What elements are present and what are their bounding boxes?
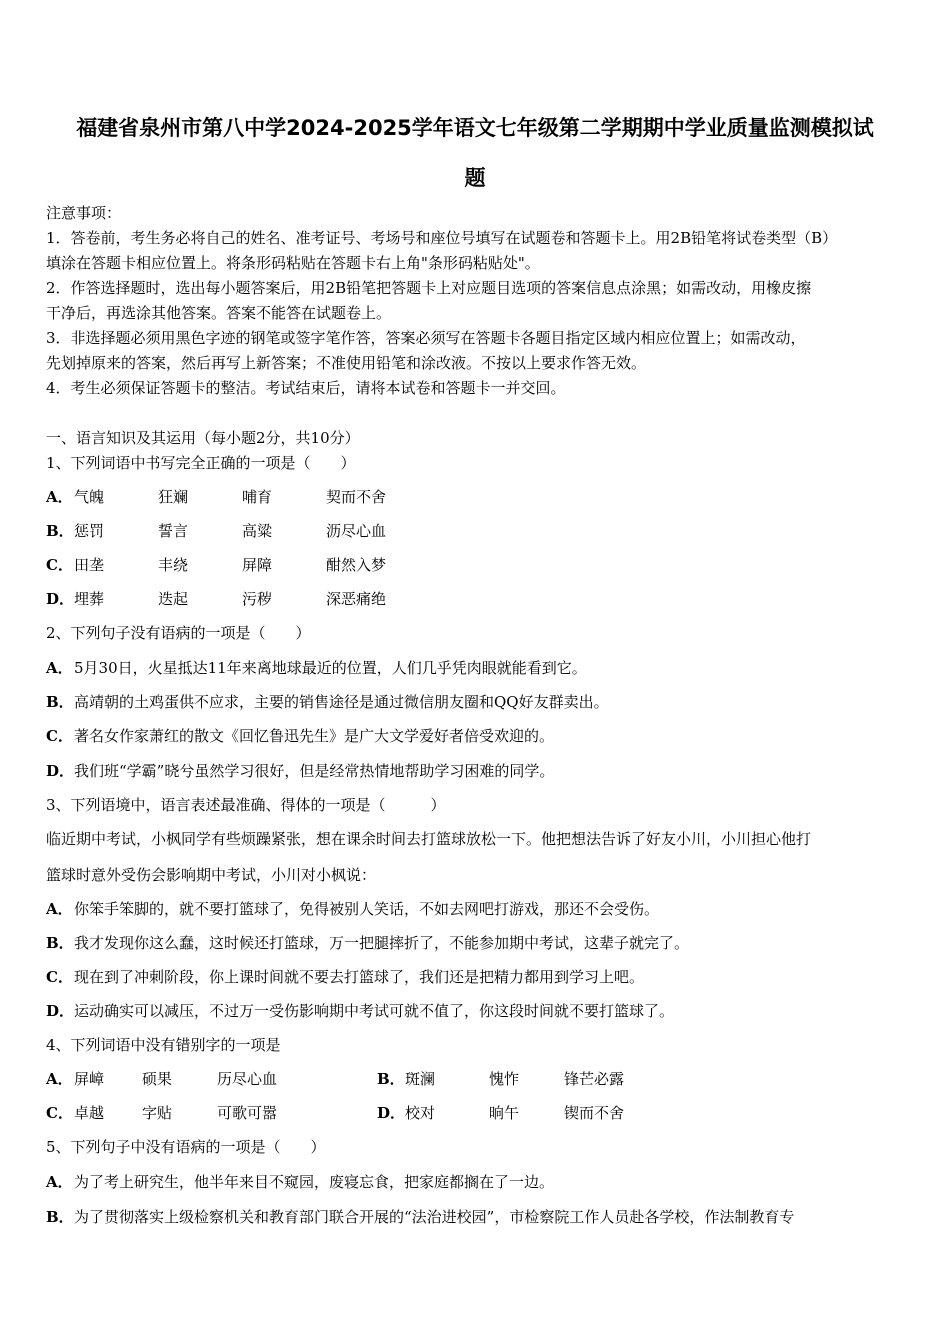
option-row [46,1000,674,1021]
option-word: 硕果 [142,1070,173,1088]
option-text: 我们班“学霸”晓兮虽然学习很好，但是经常热情地帮助学习困难的同学。 [74,762,555,780]
option-word: 历尽心血 [217,1070,278,1088]
option-letter: C． [46,968,73,986]
option-letter: A． [46,1070,73,1088]
option-word: 锲而不舍 [564,1104,625,1122]
option-row [46,898,659,919]
option-letter: B． [46,934,74,952]
option-row [46,1171,554,1192]
question-4-stem: 4、下列词语中没有错别字的一项是 [46,1036,281,1054]
option-letter: D． [377,1104,406,1122]
notice-line: 先划掉原来的答案，然后再写上新答案；不准使用铅笔和涂改液。不按以上要求作答无效。 [46,354,647,372]
option-word: 屏障 [242,556,273,574]
option-letter: B． [46,693,74,711]
option-row [46,657,587,678]
option-text: 为了考上研究生，他半年来目不窥园，废寝忘食，把家庭都搁在了一边。 [74,1173,555,1191]
option-word: 狂斓 [158,488,189,506]
option-word: 字贴 [142,1104,173,1122]
option-word: 愧怍 [489,1070,520,1088]
notice-line: 填涂在答题卡相应位置上。将条形码粘贴在答题卡右上角"条形码粘贴处"。 [46,254,540,272]
option-row [46,725,554,746]
option-letter: D． [46,590,75,608]
notice-line: 4．考生必须保证答题卡的整洁。考试结束后，请将本试卷和答题卡一并交回。 [46,379,566,397]
question-3-context: 临近期中考试，小枫同学有些烦躁紧张，想在课余时间去打篮球放松一下。他把想法告诉了好友小川，小川担心他打 [46,830,812,848]
option-word: 气魄 [74,488,105,506]
option-word: 斑澜 [405,1070,436,1088]
option-word: 誓言 [158,522,189,540]
option-word: 埋葬 [74,590,105,608]
option-row [46,691,609,712]
exam-title-line2: 题 [464,166,486,190]
option-word: 高粱 [242,522,273,540]
option-word: 酣然入梦 [326,556,387,574]
option-text: 高靖朝的土鸡蛋供不应求，主要的销售途径是通过微信朋友圈和QQ好友群卖出。 [74,693,609,711]
option-word: 锋芒必露 [564,1070,625,1088]
option-text: 著名女作家萧红的散文《回忆鲁迅先生》是广大文学爱好者倍受欢迎的。 [74,727,555,745]
option-letter: B． [377,1070,405,1088]
notice-line: 干净后，再选涂其他答案。答案不能答在试题卷上。 [46,304,392,322]
option-word: 沥尽心血 [326,522,387,540]
option-word: 屏嶂 [74,1070,105,1088]
notice-line: 1．答卷前，考生务必将自己的姓名、准考证号、考场号和座位号填写在试题卷和答题卡上。用2B铅笔将试卷类型（B） [46,229,838,247]
option-letter: C． [46,556,73,574]
option-letter: B． [46,1208,74,1226]
notice-line: 3．非选择题必须用黑色字迹的钢笔或签字笔作答，答案必须写在答题卡各题目指定区域内相应位置上；如需改动， [46,329,806,347]
question-1-stem: 1、下列词语中书写完全正确的一项是（ ） [46,454,356,472]
exam-title-line1: 福建省泉州市第八中学2024-2025学年语文七年级第二学期期中学业质量监测模拟试 [76,116,874,140]
option-word: 卓越 [74,1104,105,1122]
notice-line: 2．作答选择题时，选出每小题答案后，用2B铅笔把答题卡上对应题目选项的答案信息点涂黑；如需改动，用橡皮擦 [46,279,812,297]
option-word: 惩罚 [74,522,105,540]
section-heading: 一、语言知识及其运用（每小题2分，共10分） [46,429,360,447]
option-word: 污秽 [242,590,273,608]
option-letter: C． [46,727,73,745]
option-row [46,966,644,987]
option-row [46,1206,794,1227]
notice-heading: 注意事项： [46,204,122,222]
option-word: 深恶痛绝 [326,590,387,608]
option-letter: D． [46,1002,75,1020]
option-word: 哺育 [242,488,273,506]
option-row [46,760,554,781]
option-word: 迭起 [158,590,189,608]
option-text: 现在到了冲刺阶段，你上课时间就不要去打篮球了，我们还是把精力都用到学习上吧。 [74,968,645,986]
option-word: 可歌可嚣 [217,1104,278,1122]
option-text: 5月30日，火星抵达11年来离地球最近的位置，人们几乎凭肉眼就能看到它。 [74,659,587,677]
option-letter: A． [46,900,73,918]
option-word: 田垄 [74,556,105,574]
question-3-context: 篮球时意外受伤会影响期中考试，小川对小枫说： [46,866,377,884]
option-word: 契而不舍 [326,488,387,506]
option-word: 丰绕 [158,556,189,574]
option-row [46,932,689,953]
question-3-stem: 3、下列语境中，语言表述最准确、得体的一项是（ ） [46,796,446,814]
option-text: 运动确实可以减压，不过万一受伤影响期中考试可就不值了，你这段时间就不要打篮球了。 [74,1002,675,1020]
option-word: 晌午 [489,1104,520,1122]
question-2-stem: 2、下列句子没有语病的一项是（ ） [46,624,311,642]
option-letter: C． [46,1104,73,1122]
option-text: 你笨手笨脚的，就不要打篮球了，免得被别人笑话，不如去网吧打游戏，那还不会受伤。 [74,900,660,918]
option-letter: A． [46,1173,73,1191]
question-5-stem: 5、下列句子中没有语病的一项是（ ） [46,1138,326,1156]
option-letter: D． [46,762,75,780]
option-letter: B． [46,522,74,540]
option-letter: A． [46,488,73,506]
option-word: 校对 [405,1104,436,1122]
option-text: 为了贯彻落实上级检察机关和教育部门联合开展的“法治进校园”，市检察院工作人员赴各学校，作法制教育专 [74,1208,795,1226]
option-text: 我才发现你这么蠢，这时候还打篮球，万一把腿摔折了，不能参加期中考试，这辈子就完了。 [74,934,690,952]
option-letter: A． [46,659,73,677]
